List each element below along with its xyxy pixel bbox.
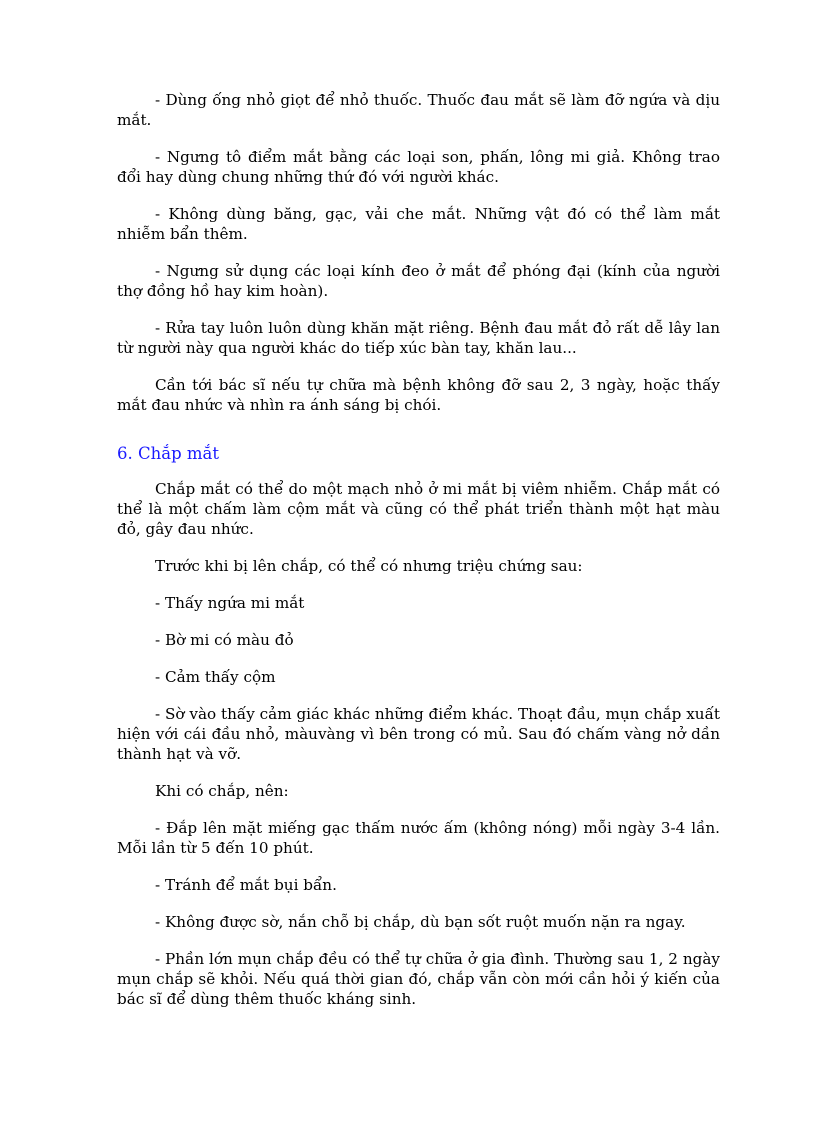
paragraph-see-doctor: Cần tới bác sĩ nếu tự chữa mà bệnh không đỡ sau 2, 3 ngày, hoặc thấy mắt đau nhức và nhìn ra ánh sáng bị chói. <box>117 376 720 414</box>
paragraph-no-bandage: - Không dùng băng, gạc, vải che mắt. Những vật đó có thể làm mắt nhiễm bẩn thêm. <box>117 205 720 243</box>
paragraph-symptoms-lead: Trước khi bị lên chắp, có thể có nhưng triệu chứng sau: <box>155 557 583 575</box>
list-item-avoid-dust: - Tránh để mắt bụi bẩn. <box>155 876 337 894</box>
section-heading-chap-mat: 6. Chắp mắt <box>117 444 219 463</box>
list-item-warm-compress: - Đắp lên mặt miếng gạc thấm nước ấm (không nóng) mỗi ngày 3-4 lần. Mỗi lần từ 5 đến 10 phút. <box>117 819 720 857</box>
paragraph-chap-intro: Chắp mắt có thể do một mạch nhỏ ở mi mắt bị viêm nhiễm. Chắp mắt có thể là một chấm làm cộm mắt và cũng có thể phát triển thành một hạt màu đỏ, gây đau nhức. <box>117 480 720 538</box>
list-item-itchy-eyelid: - Thấy ngứa mi mắt <box>155 594 305 612</box>
document-page <box>117 90 720 1009</box>
paragraph-when-chap: Khi có chắp, nên: <box>155 782 289 800</box>
paragraph-stop-magnifier: - Ngưng sử dụng các loại kính đeo ở mắt để phóng đại (kính của người thợ đồng hồ hay kim hoàn). <box>117 262 720 300</box>
paragraph-stop-makeup: - Ngưng tô điểm mắt bằng các loại son, phấn, lông mi giả. Không trao đổi hay dùng chung những thứ đó với người khác. <box>117 148 720 186</box>
list-item-do-not-squeeze: - Không được sờ, nắn chỗ bị chắp, dù bạn sốt ruột muốn nặn ra ngay. <box>155 913 686 931</box>
paragraph-wash-hands: - Rửa tay luôn luôn dùng khăn mặt riêng. Bệnh đau mắt đỏ rất dễ lây lan từ người này qua người khác do tiếp xúc bàn tay, khăn lau... <box>117 319 720 357</box>
paragraph-eye-drops: - Dùng ống nhỏ giọt để nhỏ thuốc. Thuốc đau mắt sẽ làm đỡ ngứa và dịu mắt. <box>117 91 720 129</box>
list-item-red-eyelid: - Bờ mi có màu đỏ <box>155 631 294 649</box>
list-item-gritty-feeling: - Cảm thấy cộm <box>155 668 276 686</box>
paragraph-touch-feeling: - Sờ vào thấy cảm giác khác những điểm khác. Thoạt đầu, mụn chắp xuất hiện với cái đầu nhỏ, màuvàng vì bên trong có mủ. Sau đó chấm vàng nở dần thành hạt và vỡ. <box>117 705 720 763</box>
list-item-self-treat: - Phần lớn mụn chắp đều có thể tự chữa ở gia đình. Thường sau 1, 2 ngày mụn chắp sẽ khỏi. Nếu quá thời gian đó, chắp vẫn còn mới cần hỏi ý kiến của bác sĩ để dùng thêm thuốc kháng sinh. <box>117 950 720 1008</box>
